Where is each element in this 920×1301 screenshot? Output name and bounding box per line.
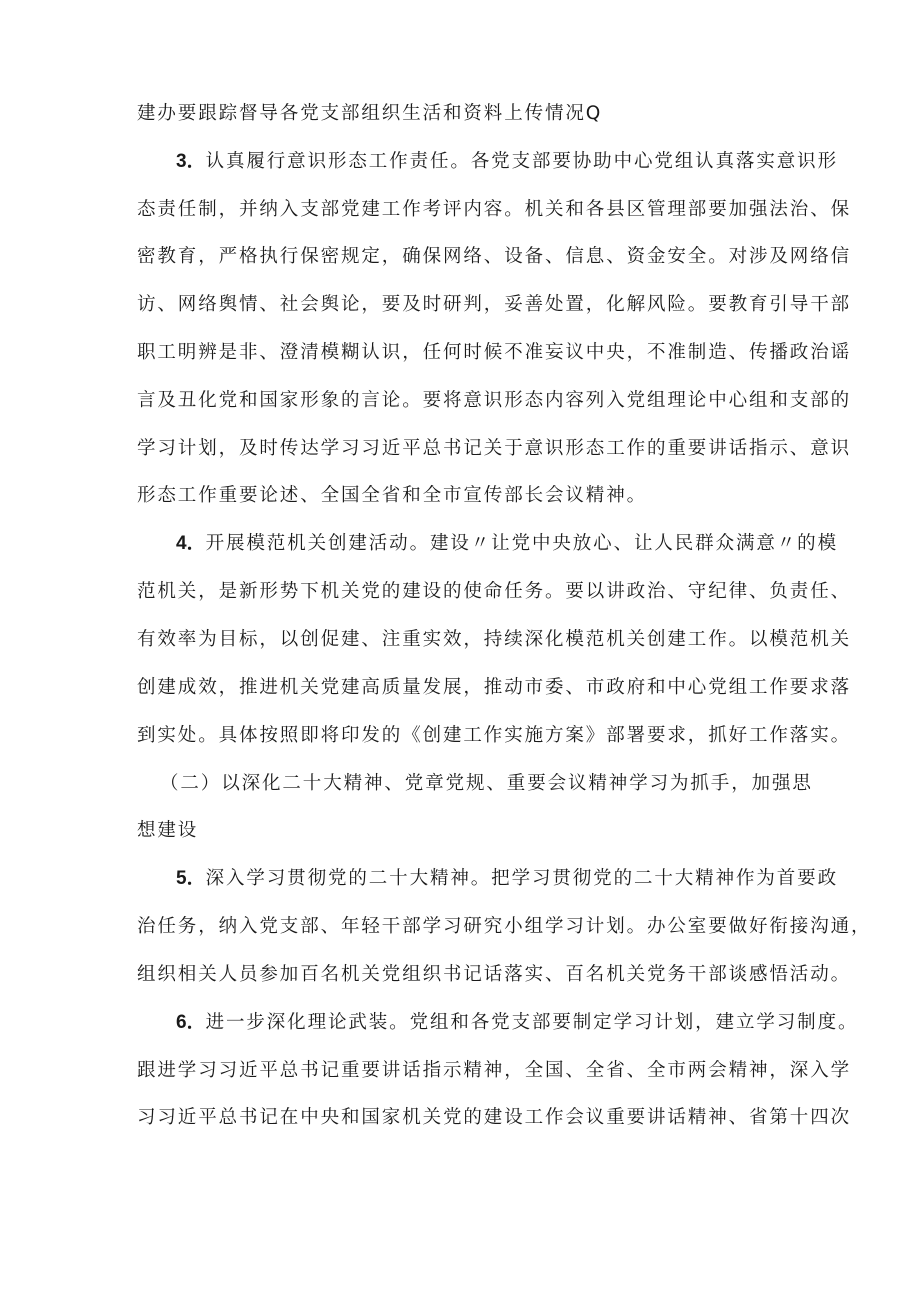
heading-text: 想建设 <box>137 820 199 841</box>
paragraph-line <box>137 485 797 507</box>
line-text: 学习计划，及时传达学习习近平总书记关于意识形态工作的重要讲话指示、意识 <box>137 438 852 459</box>
line-text: 习习近平总书记在中央和国家机关党的建设工作会议重要讲话精神、省第十四次 <box>137 1107 852 1128</box>
line-text: 态责任制，并纳入支部党建工作考评内容。机关和各县区管理部要加强法治、保 <box>137 199 852 220</box>
line-text: 形态工作重要论述、全国全省和全市宣传部长会议精神。 <box>137 485 648 506</box>
paragraph-line <box>137 581 852 603</box>
line-text: 言及丑化党和国家形象的言论。要将意识形态内容列入党组理论中心组和支部的 <box>137 390 852 411</box>
paragraph-line <box>137 1107 852 1129</box>
line-text: 建办要跟踪督导各党支部组织生活和资料上传情况Q <box>137 103 603 124</box>
line-text: 密教育，严格执行保密规定，确保网络、设备、信息、资金安全。对涉及网络信 <box>137 246 852 267</box>
paragraph-line <box>137 294 852 316</box>
line-text: 创建成效，推进机关党建高质量发展，推动市委、市政府和中心党组工作要求落 <box>137 677 852 698</box>
item-number: 4． <box>176 533 206 554</box>
paragraph-line <box>137 677 852 699</box>
item-number: 5． <box>176 868 206 889</box>
line-text: 有效率为目标，以创促建、注重实效，持续深化模范机关创建工作。以模范机关 <box>137 629 852 650</box>
paragraph-line <box>137 629 852 651</box>
line-text: 开展模范机关创建活动。建设〃让党中央放心、让人民群众满意〃的模 <box>205 533 838 554</box>
paragraph-line <box>137 964 852 986</box>
line-text: 职工明辨是非、澄清模糊认识，任何时候不准妄议中央，不准制造、传播政治谣 <box>137 342 852 363</box>
paragraph-line <box>137 1060 852 1082</box>
item-3-first-line <box>176 151 838 173</box>
paragraph-line <box>137 916 872 938</box>
paragraph-line <box>137 199 852 221</box>
section-heading <box>160 773 813 795</box>
item-number: 3． <box>176 151 206 172</box>
item-6-first-line <box>176 1012 859 1034</box>
heading-text: （二）以深化二十大精神、党章党规、重要会议精神学习为抓手，加强思 <box>160 773 813 794</box>
line-text: 深入学习贯彻党的二十大精神。把学习贯彻党的二十大精神作为首要政 <box>205 868 838 889</box>
section-heading-continued <box>137 820 797 842</box>
item-number: 6． <box>176 1012 206 1033</box>
line-text: 跟进学习习近平总书记重要讲话指示精神，全国、全省、全市两会精神，深入学 <box>137 1060 852 1081</box>
paragraph-line <box>137 342 852 364</box>
line-text: 进一步深化理论武装。党组和各党支部要制定学习计划，建立学习制度。 <box>205 1012 859 1033</box>
paragraph-line <box>137 390 852 412</box>
line-text: 治任务，纳入党支部、年轻干部学习研究小组学习计划。办公室要做好衔接沟通， <box>137 916 872 937</box>
paragraph-line <box>137 725 852 747</box>
item-5-first-line <box>176 868 838 890</box>
line-text: 认真履行意识形态工作责任。各党支部要协助中心党组认真落实意识形 <box>205 151 838 172</box>
line-text: 组织相关人员参加百名机关党组织书记话落实、百名机关党务干部谈感悟活动。 <box>137 964 852 985</box>
line-text: 访、网络舆情、社会舆论，要及时研判，妥善处置，化解风险。要教育引导干部 <box>137 294 852 315</box>
paragraph-line <box>137 103 797 125</box>
paragraph-line <box>137 438 852 460</box>
item-4-first-line <box>176 533 838 555</box>
line-text: 到实处。具体按照即将印发的《创建工作实施方案》部署要求，抓好工作落实。 <box>137 725 852 746</box>
line-text: 范机关，是新形势下机关党的建设的使命任务。要以讲政治、守纪律、负责任、 <box>137 581 852 602</box>
paragraph-line <box>137 246 852 268</box>
